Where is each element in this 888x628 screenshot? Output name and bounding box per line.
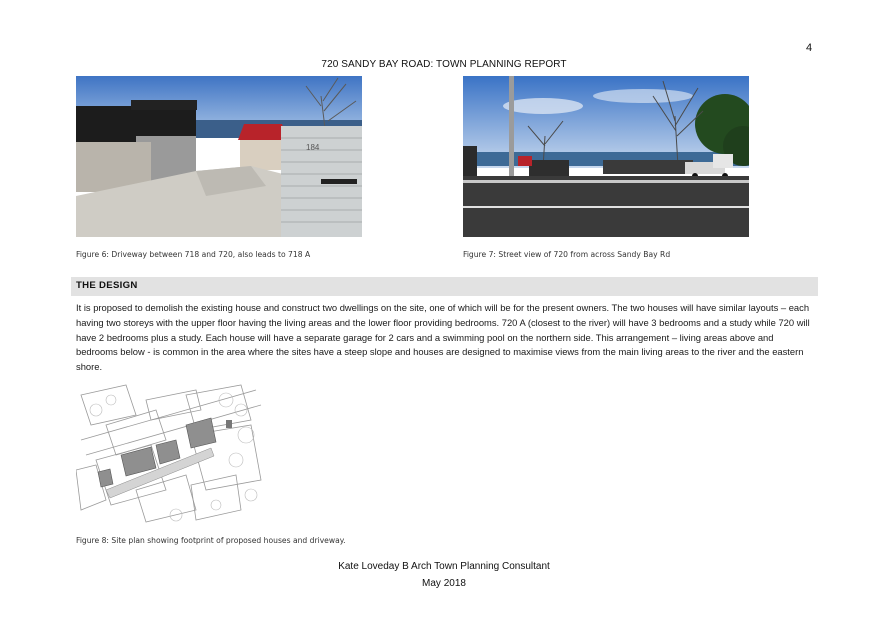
figure-8-site-plan <box>76 380 266 525</box>
figure-6-sign-number: 184 <box>306 143 320 152</box>
footer-date: May 2018 <box>422 578 466 589</box>
figure-6-photo <box>76 76 362 237</box>
page-number: 4 <box>806 42 813 54</box>
report-title: 720 SANDY BAY ROAD: TOWN PLANNING REPORT <box>321 59 567 70</box>
figure-7-photo <box>463 76 749 237</box>
figure-6-caption: Figure 6: Driveway between 718 and 720, also leads to 718 A <box>76 250 311 259</box>
section-heading-bar <box>71 277 818 296</box>
section-title: THE DESIGN <box>76 280 138 291</box>
design-paragraph: It is proposed to demolish the existing house and construct two dwellings on the site, one of which will be for the present owners. The two houses will have similar layouts – each having two storeys with the upper floor having the living areas and the lower floor providing bedrooms. 720 A (closest to the river) will have 3 bedrooms and a study while 720 will have 2 bedrooms plus a study. Each house will have a separate garage for 2 cars and a swimming pool on the northern side. This arrangement – living areas above and bedrooms below - is common in the area where the sites have a steep slope and houses are designed to maximise views from the main living areas to the river and the eastern shore. <box>76 302 810 373</box>
footer-author: Kate Loveday B Arch Town Planning Consultant <box>338 561 550 572</box>
figure-8-caption: Figure 8: Site plan showing footprint of proposed houses and driveway. <box>76 536 346 545</box>
figure-7-caption: Figure 7: Street view of 720 from across Sandy Bay Rd <box>463 250 671 259</box>
